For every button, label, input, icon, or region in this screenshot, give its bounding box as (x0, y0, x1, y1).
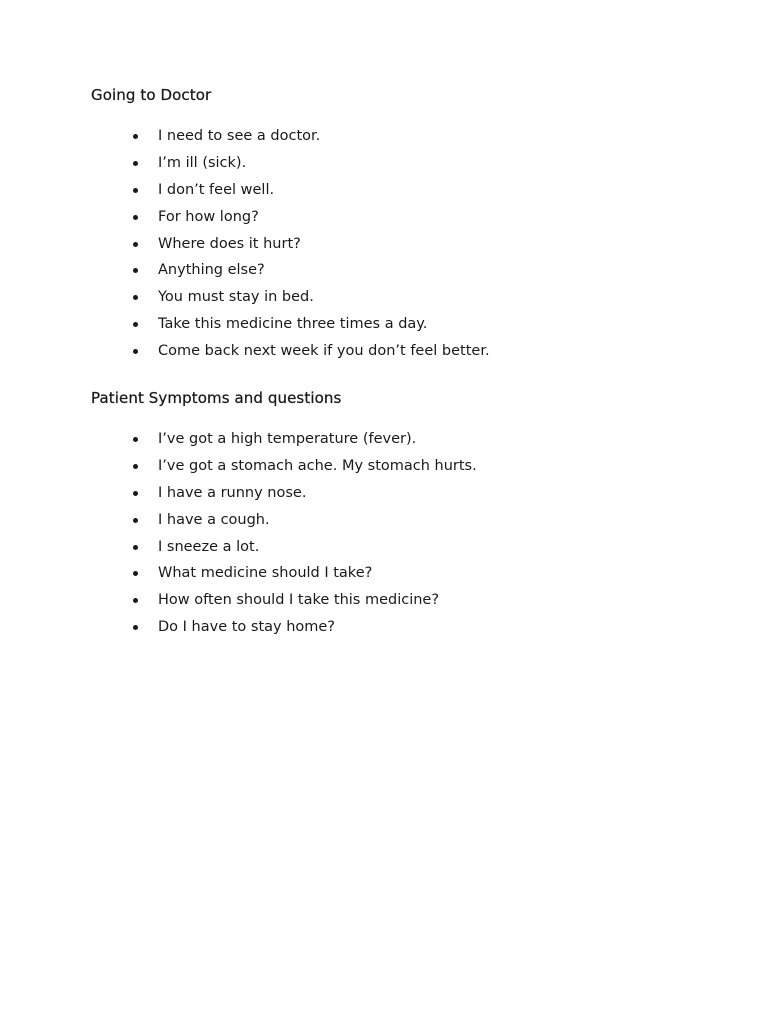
list-item (91, 179, 490, 206)
bullet-icon (133, 215, 138, 220)
bullet-icon (133, 242, 138, 247)
list-item-text: I’m ill (sick). (158, 154, 247, 171)
bullet-icon (133, 545, 138, 550)
list-item-text: What medicine should I take? (158, 565, 373, 582)
list-item (91, 259, 490, 286)
list-item-text: Take this medicine three times a day. (158, 316, 428, 333)
list-item-text: I don’t feel well. (158, 181, 275, 198)
bullet-list (91, 428, 477, 643)
list-item (91, 233, 490, 260)
list-item (91, 562, 477, 589)
bullet-icon (133, 188, 138, 193)
bullet-icon (133, 464, 138, 469)
bullet-list (91, 125, 490, 367)
bullet-icon (133, 161, 138, 166)
list-item-text: I’ve got a stomach ache. My stomach hurts. (158, 457, 477, 474)
bullet-icon (133, 134, 138, 139)
list-item-text: I need to see a doctor. (158, 128, 321, 144)
list-item (91, 616, 477, 643)
list-item (91, 589, 477, 616)
bullet-icon (133, 571, 138, 576)
list-item (91, 428, 477, 455)
bullet-icon (133, 491, 138, 496)
list-item-text: Where does it hurt? (158, 235, 301, 252)
section-patient-symptoms (91, 388, 711, 636)
list-item-text: Come back next week if you don’t feel better. (158, 343, 490, 360)
section-heading: Patient Symptoms and questions (91, 389, 342, 407)
list-item-text: I sneeze a lot. (158, 538, 260, 555)
list-item-text: For how long? (158, 208, 259, 225)
list-item-text: I have a runny nose. (158, 484, 307, 501)
list-item-text: I’ve got a high temperature (fever). (158, 431, 417, 447)
bullet-icon (133, 349, 138, 354)
list-item-text: You must stay in bed. (158, 289, 314, 306)
list-item (91, 125, 490, 152)
bullet-icon (133, 625, 138, 630)
list-item (91, 286, 490, 313)
list-item (91, 455, 477, 482)
section-heading: Going to Doctor (91, 86, 212, 104)
list-item (91, 206, 490, 233)
list-item-text: I have a cough. (158, 511, 270, 528)
list-item-text: How often should I take this medicine? (158, 592, 440, 609)
list-item (91, 340, 490, 367)
list-item-text: Do I have to stay home? (158, 619, 336, 636)
list-item (91, 313, 490, 340)
bullet-icon (133, 268, 138, 273)
section-going-to-doctor (91, 85, 711, 360)
list-item (91, 482, 477, 509)
bullet-icon (133, 295, 138, 300)
list-item (91, 509, 477, 536)
bullet-icon (133, 518, 138, 523)
list-item-text: Anything else? (158, 262, 265, 279)
bullet-icon (133, 437, 138, 442)
bullet-icon (133, 598, 138, 603)
bullet-icon (133, 322, 138, 327)
list-item (91, 536, 477, 563)
list-item (91, 152, 490, 179)
